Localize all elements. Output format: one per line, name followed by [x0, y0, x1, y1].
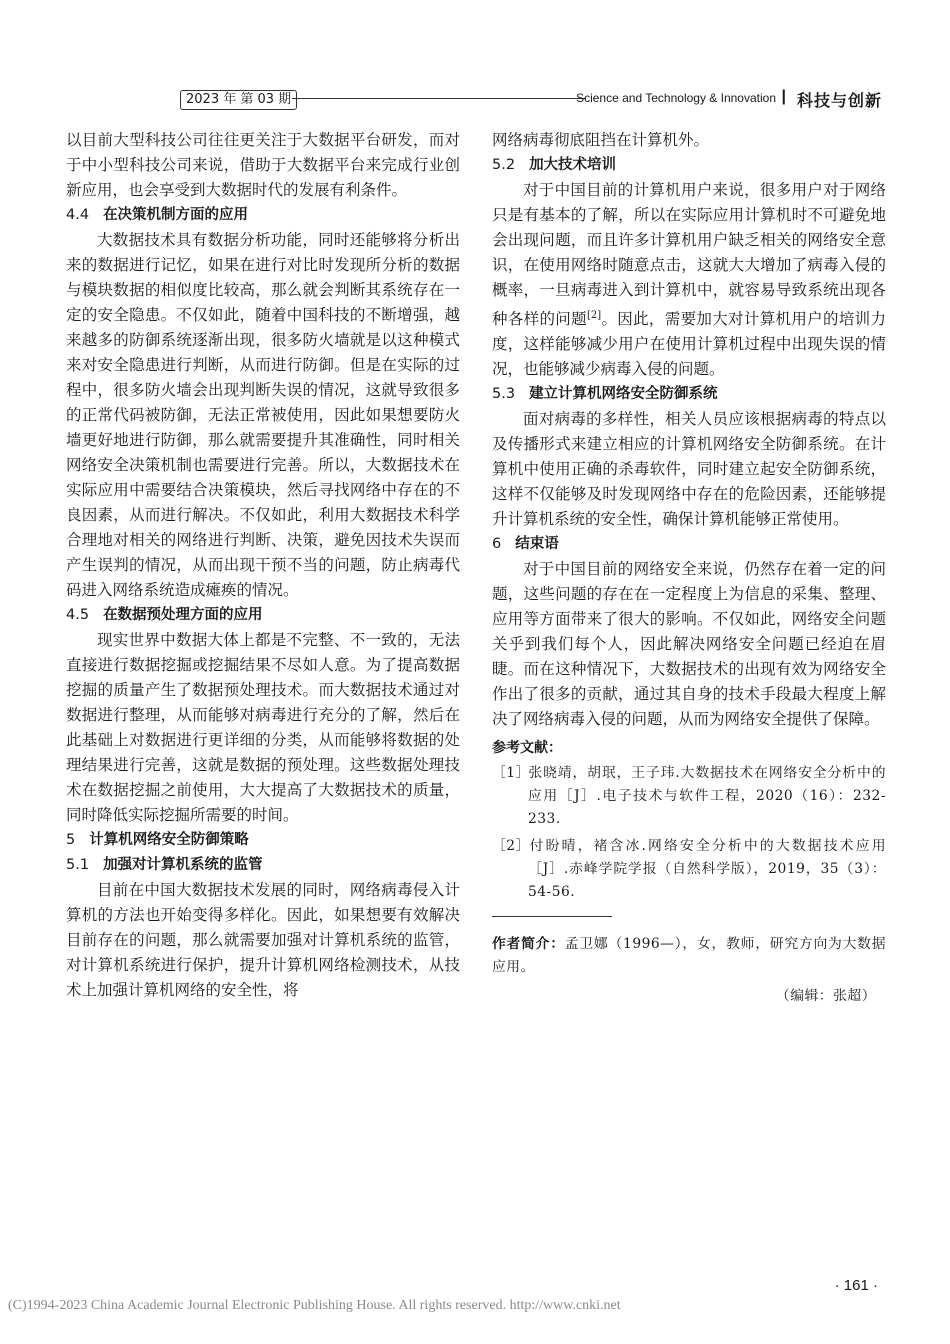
page-number: · 161 · [834, 1277, 878, 1294]
paragraph [492, 178, 886, 382]
section-title: 在数据预处理方面的应用 [103, 607, 263, 623]
paragraph: 对于中国目前的网络安全来说，仍然存在着一定的问题，这些问题的存在在一定程度上为信息的采集、整理、应用等方面带来了很大的影响。不仅如此，网络安全问题关乎到我们每个人，因此解决网络安全问题已经迫在眉睫。而在这种情况下，大数据技术的出现有效为网络安全作出了很多的贡献，通过其自身的技术手段最大程度上解决了网络病毒入侵的问题，从而为网络安全提供了保障。 [492, 560, 886, 729]
running-header [170, 88, 886, 114]
section-title: 加大技术培训 [529, 157, 617, 173]
header-separator: | [781, 88, 786, 105]
paragraph: 目前在中国大数据技术发展的同时，网络病毒侵入计算机的方法也开始变得多样化。因此，如果想要有效解决目前存在的问题，那么就需要加强对计算机系统的监管，对计算机系统进行保护，提升计算机网络检测技术，从技术上加强计算机网络的安全性，将 [66, 881, 460, 999]
section-title: 加强对计算机系统的监管 [103, 857, 263, 873]
left-column [66, 128, 460, 1003]
footnote-rule [492, 916, 612, 917]
references-title: 参考文献： [492, 740, 562, 757]
paragraph: 大数据技术具有数据分析功能，同时还能够将分析出来的数据进行记忆，如果在进行对比时发现所分析的数据与模块数据的相似度比较高，那么就会判断其系统存在一定的安全隐患。不仅如此，随着中国科技的不断增强，越来越多的防御系统逐渐出现，很多防火墙就是以这种模式来对安全隐患进行判断，从而进行防御。但是在实际的过程中，很多防火墙会出现判断失误的情况，这就导致很多的正常代码被防御，无法正常被使用，因此如果想要防火墙更好地进行防御，那么就需要提升其准确性，同时相关网络安全决策机制也需要进行完善。所以，大数据技术在实际应用中需要结合决策模块，然后寻找网络中存在的不良因素，从而进行解决。不仅如此，利用大数据技术科学合理地对相关的网络进行判断、决策，避免因技术失误而产生误判的情况，从而出现干预不当的问题，防止病毒代码进入网络系统造成瘫痪的情况。 [66, 231, 460, 599]
section-number: 5.1 [66, 857, 90, 873]
editor-note: （编辑：张超） [775, 988, 876, 1005]
reference-text: 付盼晴，褚含冰.网络安全分析中的大数据技术应用［J］.赤峰学院学报（自然科学版），2019，35（3）：54-56. [528, 838, 886, 901]
journal-name-en: Science and Technology & Innovation [576, 91, 776, 105]
reference-item [492, 835, 886, 904]
reference-tag: ［1］ [492, 765, 530, 782]
section-number: 5.3 [492, 386, 516, 403]
section-number: 5.2 [492, 157, 516, 173]
section-title: 计算机网络安全防御策略 [89, 832, 249, 848]
author-bio-label: 作者简介： [492, 936, 565, 953]
section-number: 5 [66, 832, 76, 848]
section-heading-4-4 [66, 203, 460, 228]
section-number: 4.4 [66, 207, 90, 223]
section-number: 4.5 [66, 607, 90, 623]
section-title: 建立计算机网络安全防御系统 [529, 386, 718, 403]
reference-tag: ［2］ [492, 838, 530, 855]
paragraph: 面对病毒的多样性，相关人员应该根据病毒的特点以及传播形式来建立相应的计算机网络安全防御系统。在计算机中使用正确的杀毒软件，同时建立起安全防御系统，这样不仅能够及时发现网络中存在的危险因素，还能够提升计算机系统的安全性，确保计算机能够正常使用。 [492, 410, 886, 529]
section-title: 在决策机制方面的应用 [103, 207, 249, 223]
paragraph: 以目前大型科技公司往往更关注于大数据平台研发，而对于中小型科技公司来说，借助于大数据平台来完成行业创新应用，也会享受到大数据时代的发展有利条件。 [66, 131, 460, 199]
section-heading-5-3 [492, 382, 886, 407]
section-heading-5 [66, 828, 460, 853]
paragraph: 现实世界中数据大体上都是不完整、不一致的，无法直接进行数据挖掘或挖掘结果不尽如人意。为了提高数据挖掘的质量产生了数据预处理技术。而大数据技术通过对数据进行整理，从而能够对病毒进行充分的了解，然后在此基础上对数据进行更详细的分类，从而能够将数据的处理结果进行完善，这就是数据的预处理。这些数据处理技术在数据挖掘之前使用，大大提高了大数据技术的质量，同时降低实际挖掘所需要的时间。 [66, 631, 460, 824]
section-heading-6 [492, 532, 886, 557]
section-number: 6 [492, 536, 502, 553]
reference-item [492, 762, 886, 831]
header-rule [292, 98, 586, 99]
section-heading-5-1 [66, 853, 460, 878]
paragraph-text: 对于中国目前的计算机用户来说，很多用户对于网络只是有基本的了解，所以在实际应用计算机时不可避免地会出现问题，而且许多计算机用户缺乏相关的网络安全意识，在使用网络时随意点击，这就大大增加了病毒入侵的概率，一旦病毒进入到计算机中，就容易导致系统出现各种各样的问题 [492, 181, 886, 329]
issue-label: 2023 年 第 03 期 [180, 90, 297, 110]
citation-mark: [2] [586, 310, 602, 321]
copyright-footer: (C)1994-2023 China Academic Journal Electronic Publishing House. All rights reserved. http://www.cnki.net [8, 1298, 621, 1313]
author-bio-text: 孟卫娜（1996—），女，教师，研究方向为大数据应用。 [492, 936, 886, 976]
right-column [492, 128, 886, 1008]
author-bio [492, 933, 886, 979]
section-title: 结束语 [515, 536, 559, 553]
reference-text: 张晓靖，胡珉，王子玮.大数据技术在网络安全分析中的应用［J］.电子技术与软件工程，2020（16）：232-233. [528, 765, 886, 828]
paragraph-text: 。因此，需要加大对计算机用户的培训力度，这样能够减少用户在使用计算机过程中出现失误的情况，也能够减少病毒入侵的问题。 [492, 310, 886, 379]
paragraph: 网络病毒彻底阻挡在计算机外。 [492, 131, 710, 149]
section-heading-4-5 [66, 603, 460, 628]
journal-name-cn: 科技与创新 [796, 91, 882, 110]
section-heading-5-2 [492, 153, 886, 178]
